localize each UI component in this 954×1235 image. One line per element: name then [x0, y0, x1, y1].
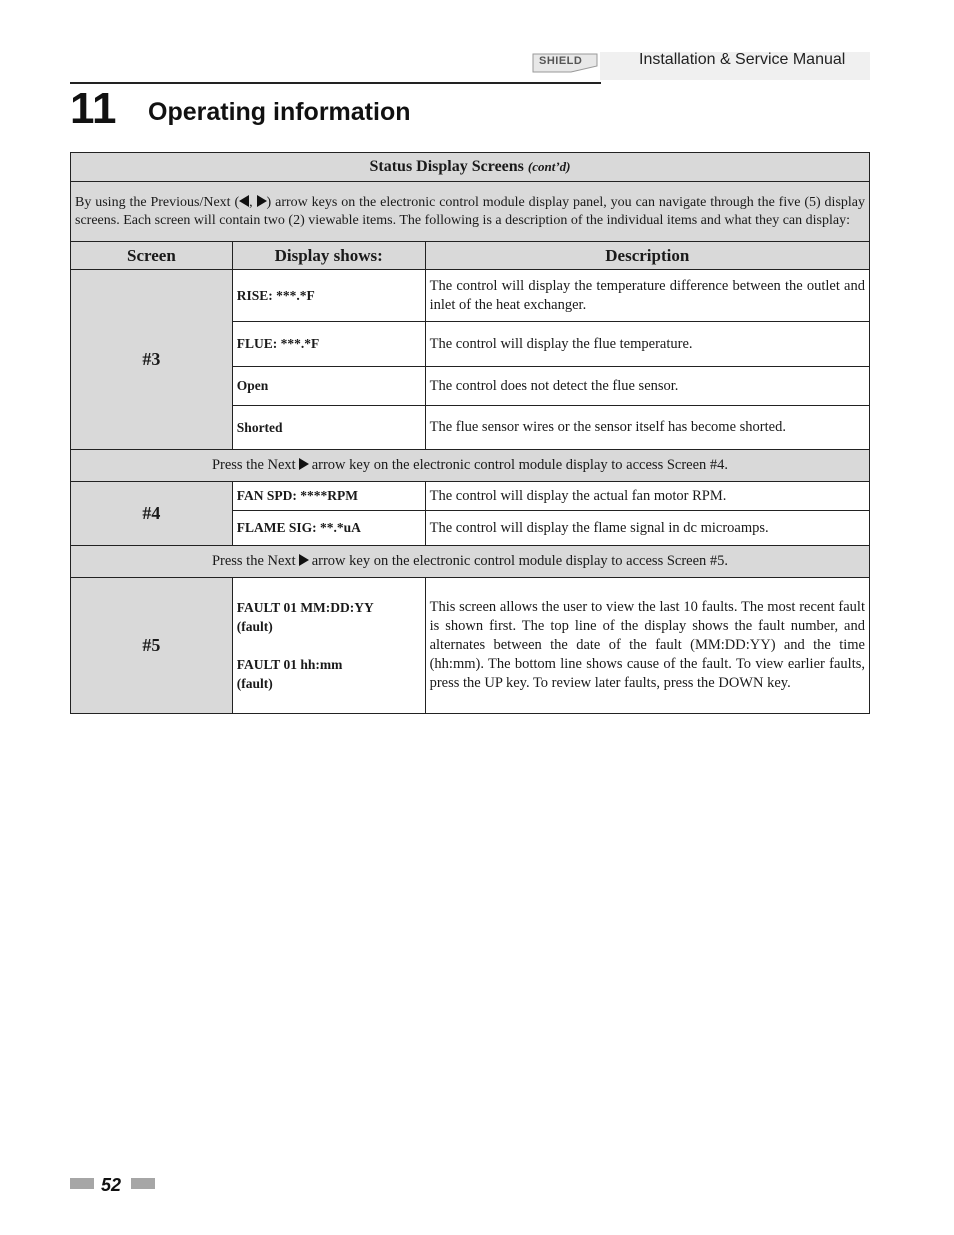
- status-display-table: [70, 152, 870, 714]
- press-next-note: Press the Next arrow key on the electronic control module display to access Screen #4.: [71, 450, 870, 482]
- logo-text: SHIELD: [539, 55, 583, 67]
- next-arrow-icon: [299, 554, 309, 566]
- description-text: The flue sensor wires or the sensor itself has become shorted.: [425, 406, 869, 450]
- header-rule: [70, 82, 601, 84]
- display-line: (fault): [236, 676, 273, 691]
- description-text: This screen allows the user to view the last 10 faults. The most recent fault is shown first. The top line of the display shows the fault number, and alternates between the date of the fault (MM:DD:YY) and the time (hh:mm). The bottom line shows cause of the fault. To view earlier faults, press the UP key. To review later faults, press the DOWN key.: [425, 578, 869, 714]
- description-text: The control does not detect the flue sensor.: [425, 367, 869, 406]
- display-value: FLUE: ***.*F: [232, 322, 425, 367]
- display-value: RISE: ***.*F: [232, 270, 425, 322]
- display-value: FAN SPD: ****RPM: [232, 482, 425, 511]
- footer-bar: [70, 1178, 94, 1189]
- screen-label: #3: [71, 270, 233, 450]
- table-row: [71, 482, 870, 511]
- page-number: 52: [101, 1175, 122, 1195]
- display-line: (fault): [236, 619, 273, 634]
- screen-label: #5: [71, 578, 233, 714]
- column-header-screen: Screen: [71, 242, 233, 270]
- display-value: Open: [232, 367, 425, 406]
- display-value: Shorted: [232, 406, 425, 450]
- previous-arrow-icon: [239, 195, 249, 207]
- screen-label: #4: [71, 482, 233, 546]
- column-header-description: Description: [425, 242, 869, 270]
- description-text: The control will display the temperature difference between the outlet and inlet of the heat exchanger.: [425, 270, 869, 322]
- chapter-number: 11: [70, 84, 117, 133]
- table-title: [71, 153, 870, 182]
- table-title-suffix: (cont’d): [527, 159, 571, 174]
- description-text: The control will display the flame signal in dc microamps.: [425, 511, 869, 546]
- next-arrow-icon: [257, 195, 267, 207]
- table-row: [71, 270, 870, 322]
- column-header-display: Display shows:: [232, 242, 425, 270]
- display-line: FAULT 01 hh:mm: [236, 657, 343, 672]
- footer-bar: [131, 1178, 155, 1189]
- chapter-title: Operating information: [148, 98, 411, 126]
- table-title-text: Status Display Screens: [369, 158, 524, 175]
- table-row: [71, 578, 870, 714]
- display-line: FAULT 01 MM:DD:YY: [236, 600, 374, 615]
- next-arrow-icon: [299, 458, 309, 470]
- description-text: The control will display the flue temperature.: [425, 322, 869, 367]
- description-text: The control will display the actual fan motor RPM.: [425, 482, 869, 511]
- display-value: FLAME SIG: **.*uA: [232, 511, 425, 546]
- display-value: [232, 578, 425, 714]
- table-intro: By using the Previous/Next ( , ) arrow keys on the electronic control module display panel, you can navigate through the five (5) display screens. Each screen will contain two (2) viewable items. The following is a description of the individual items and what they can display:: [71, 182, 870, 242]
- manual-title: Installation & Service Manual: [639, 51, 846, 68]
- press-next-note: Press the Next arrow key on the electronic control module display to access Screen #5.: [71, 546, 870, 578]
